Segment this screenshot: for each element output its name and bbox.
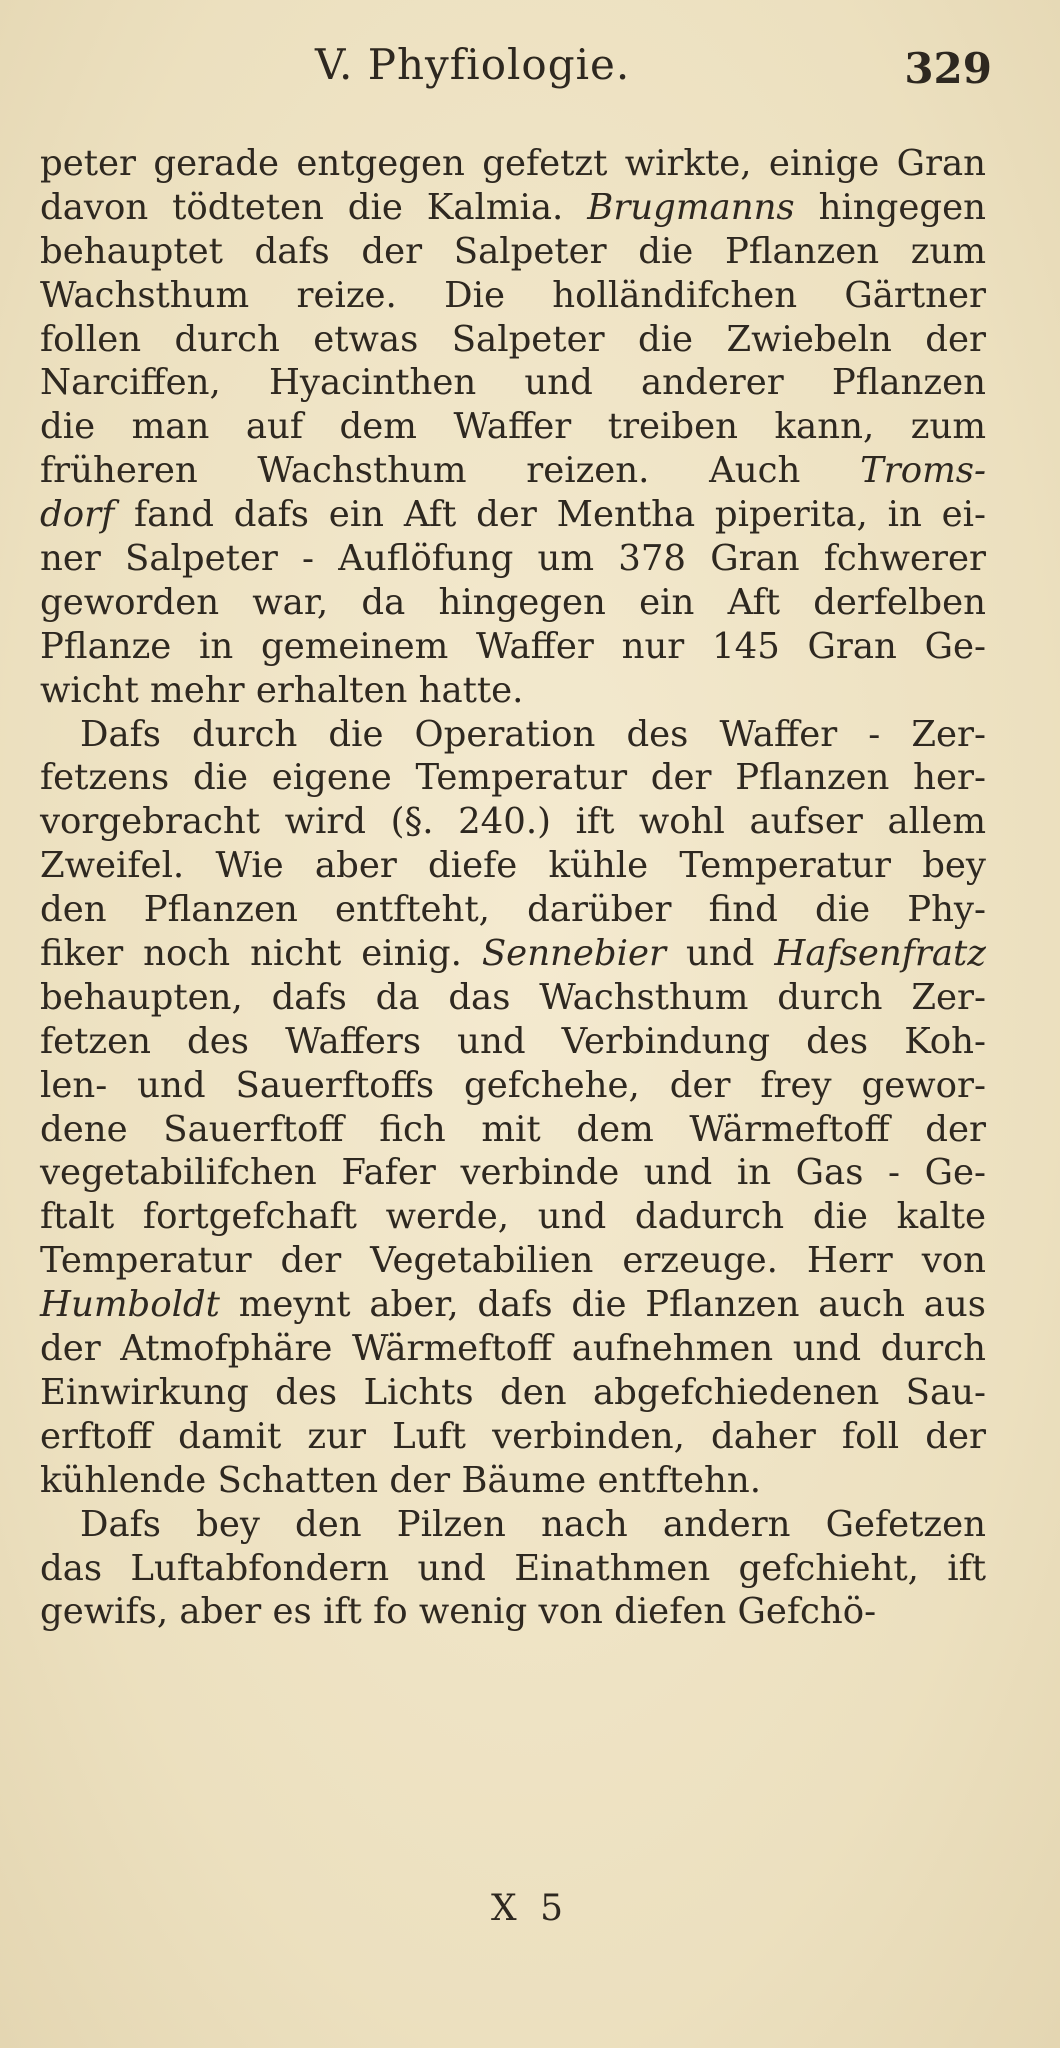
text-line: dene Sauerftoff fich mit dem Wärmeftoff der [40, 1108, 986, 1150]
text-line: vegetabilifchen Fafer verbinde und in Gas - Ge- [40, 1152, 986, 1194]
text-line: wicht mehr erhalten hatte. [40, 669, 524, 711]
italic-name: Brugmanns [587, 186, 795, 228]
running-header [0, 40, 1060, 100]
text-line: Temperatur der Vegetabilien erzeuge. Herr von [40, 1240, 986, 1282]
text-line: behaupten, dafs da das Wachsthum durch Zer- [40, 976, 986, 1018]
text-line: vorgebracht wird (§. 240.) ift wohl aufser allem [40, 801, 986, 843]
italic-name: dorf [40, 494, 115, 536]
text-line: Zweifel. Wie aber diefe kühle Temperatur bey [40, 845, 986, 887]
text-line: ftalt fortgefchaft werde, und dadurch die kalte [40, 1196, 986, 1238]
text-line: fetzen des Waffers und Verbindung des Koh- [40, 1020, 986, 1062]
text-line: Humboldt meynt aber, dafs die Pflanzen auch aus [40, 1284, 986, 1326]
text-line: ner Salpeter - Auflöfung um 378 Gran fchwerer [40, 538, 986, 580]
text-line: fiker noch nicht einig. Sennebier und Hafsenfratz [40, 933, 986, 975]
text-line: Narciffen, Hyacinthen und anderer Pflanzen [40, 362, 986, 404]
italic-name: Troms- [860, 450, 986, 492]
text-line: erftoff damit zur Luft verbinden, daher foll der [40, 1415, 986, 1457]
section-title: V. Phyfiologie. [315, 40, 631, 89]
text-line: kühlende Schatten der Bäume entftehn. [40, 1459, 762, 1501]
text-line: die man auf dem Waffer treiben kann, zum [40, 406, 986, 448]
text-line: follen durch etwas Salpeter die Zwiebeln der [40, 318, 986, 360]
text-line: der Atmofphäre Wärmeftoff aufnehmen und durch [40, 1328, 986, 1370]
text-line: geworden war, da hingegen ein Aft derfelben [40, 581, 986, 623]
text-line: Einwirkung des Lichts den abgefchiedenen Sau- [40, 1371, 986, 1413]
text-line: len- und Sauerftoffs gefchehe, der frey gewor- [40, 1064, 986, 1106]
text-line: Wachsthum reize. Die holländifchen Gärtner [40, 274, 986, 316]
text-line: Dafs bey den Pilzen nach andern Gefetzen [80, 1503, 986, 1545]
italic-name: Humboldt [40, 1284, 220, 1326]
text-line: behauptet dafs der Salpeter die Pflanzen zum [40, 230, 986, 272]
text-line: Pflanze in gemeinem Waffer nur 145 Gran Ge- [40, 625, 986, 667]
italic-name: Sennebier [481, 933, 666, 975]
text-line: davon tödteten die Kalmia. Brugmanns hingegen [40, 186, 986, 228]
text-line: Dafs durch die Operation des Waffer - Zer- [80, 713, 986, 755]
text-line: peter gerade entgegen gefetzt wirkte, einige Gran [40, 143, 986, 184]
text-line: den Pflanzen entfteht, darüber find die Phy- [40, 889, 986, 931]
printer-signature-mark: X 5 [491, 1888, 569, 1929]
body-text [40, 142, 986, 1634]
text-line: das Luftabfondern und Einathmen gefchieht, ift [40, 1547, 986, 1589]
page-number: 329 [904, 44, 992, 93]
text-line: fetzens die eigene Temperatur der Pflanzen her- [40, 757, 986, 799]
italic-name: Hafsenfratz [774, 933, 986, 975]
text-line: gewifs, aber es ift fo wenig von diefen Gefchö- [40, 1591, 877, 1633]
text-line: früheren Wachsthum reizen. Auch Troms- [40, 450, 986, 492]
text-line: dorf fand dafs ein Aft der Mentha piperita, in ei- [40, 494, 986, 536]
